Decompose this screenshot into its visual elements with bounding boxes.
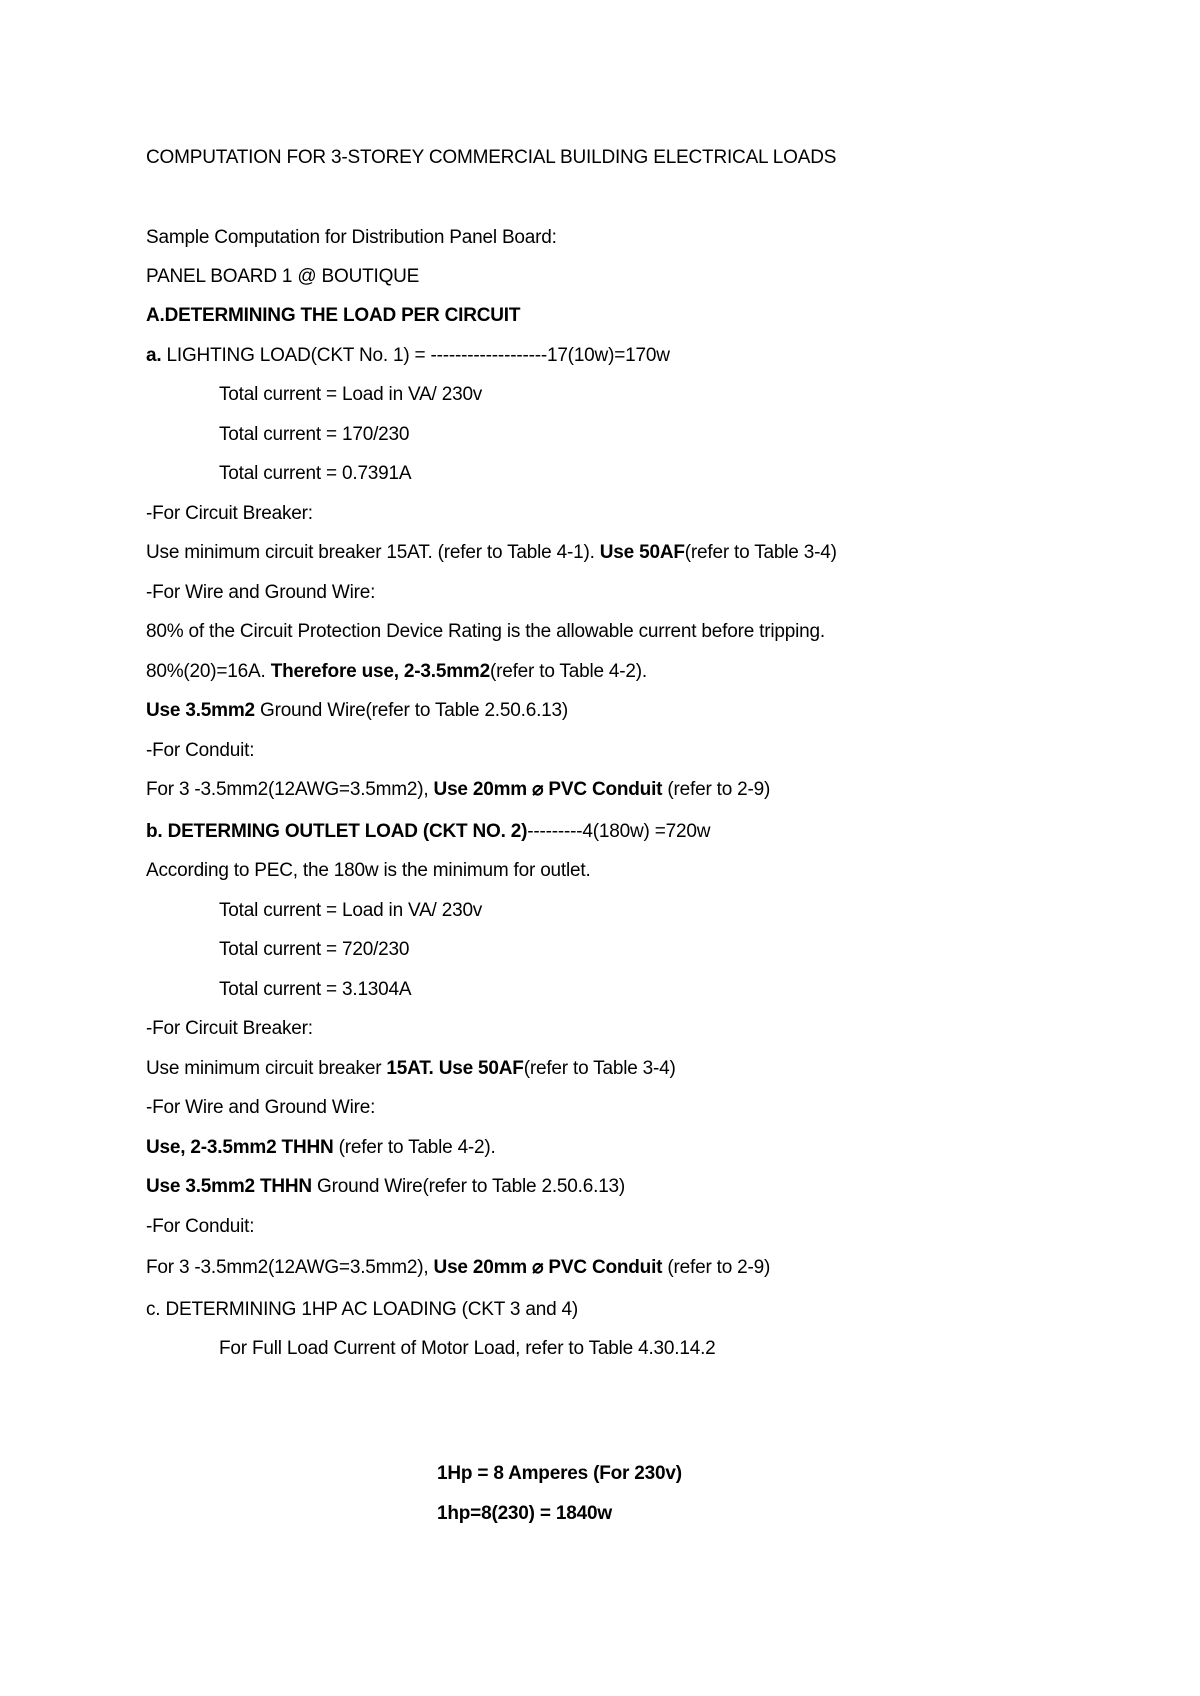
a-ground-tail: Ground Wire(refer to Table 2.50.6.13) bbox=[254, 700, 569, 721]
a-conduit-heading: -For Conduit: bbox=[146, 740, 255, 761]
document-title: COMPUTATION FOR 3-STOREY COMMERCIAL BUILDING ELECTRICAL LOADS bbox=[146, 147, 837, 168]
pec-note: According to PEC, the 180w is the minimum for outlet. bbox=[146, 860, 591, 881]
b-ground-bold: Use 3.5mm2 THHN bbox=[146, 1176, 312, 1197]
b-conduit-text: For 3 -3.5mm2(12AWG=3.5mm2), bbox=[146, 1257, 434, 1278]
a-conduit-line bbox=[146, 778, 770, 802]
b-cb-tail: (refer to Table 3-4) bbox=[523, 1058, 676, 1079]
outlet-load-tail: ---------4(180w) =720w bbox=[527, 821, 711, 842]
a-wire-tail: (refer to Table 4-2). bbox=[489, 661, 647, 682]
b-cb-heading: -For Circuit Breaker: bbox=[146, 1018, 313, 1039]
a-conduit-text: For 3 -3.5mm2(12AWG=3.5mm2), bbox=[146, 779, 434, 800]
section-a-text: A.DETERMINING THE LOAD PER CIRCUIT bbox=[146, 305, 521, 326]
ac-loading-line: c. DETERMINING 1HP AC LOADING (CKT 3 and 4) bbox=[146, 1299, 579, 1320]
b-calc-1: Total current = Load in VA/ 230v bbox=[219, 900, 483, 921]
a-ground-bold: Use 3.5mm2 bbox=[146, 700, 255, 721]
a-wire-bold: Therefore use, 2-3.5mm2 bbox=[270, 661, 490, 682]
b-conduit-heading: -For Conduit: bbox=[146, 1216, 255, 1237]
a-ground-line bbox=[146, 699, 568, 723]
outlet-load-bold: b. DETERMING OUTLET LOAD (CKT NO. 2) bbox=[146, 821, 528, 842]
b-cb-line bbox=[146, 1057, 676, 1081]
b-conduit-tail: (refer to 2-9) bbox=[662, 1257, 771, 1278]
a-wire-text: 80%(20)=16A. bbox=[146, 661, 271, 682]
sample-heading: Sample Computation for Distribution Panel Board: bbox=[146, 227, 557, 248]
b-calc-3: Total current = 3.1304A bbox=[219, 979, 412, 1000]
motor-load-note: For Full Load Current of Motor Load, refer to Table 4.30.14.2 bbox=[219, 1338, 716, 1359]
b-conduit-bold: Use 20mm ⌀ PVC Conduit bbox=[433, 1257, 663, 1278]
b-cb-bold: 15AT. Use 50AF bbox=[386, 1058, 524, 1079]
a-cb-tail: (refer to Table 3-4) bbox=[684, 542, 837, 563]
a-calc-1: Total current = Load in VA/ 230v bbox=[219, 384, 483, 405]
a-calc-3: Total current = 0.7391A bbox=[219, 463, 412, 484]
section-a-heading bbox=[146, 304, 520, 328]
outlet-load-line bbox=[146, 820, 710, 844]
a-calc-2: Total current = 170/230 bbox=[219, 424, 410, 445]
lighting-load-line bbox=[146, 344, 670, 368]
b-cb-text: Use minimum circuit breaker bbox=[146, 1058, 387, 1079]
a-conduit-tail: (refer to 2-9) bbox=[662, 779, 771, 800]
b-wire-heading: -For Wire and Ground Wire: bbox=[146, 1097, 376, 1118]
b-conduit-line bbox=[146, 1256, 770, 1280]
a-wire-heading: -For Wire and Ground Wire: bbox=[146, 582, 376, 603]
b-wire-bold: Use, 2-3.5mm2 THHN bbox=[146, 1137, 334, 1158]
a-cb-bold: Use 50AF bbox=[599, 542, 685, 563]
panel-heading: PANEL BOARD 1 @ BOUTIQUE bbox=[146, 266, 420, 287]
a-cb-text: Use minimum circuit breaker 15AT. (refer to Table 4-1). bbox=[146, 542, 600, 563]
b-ground-tail: Ground Wire(refer to Table 2.50.6.13) bbox=[311, 1176, 626, 1197]
hp-watts-line bbox=[437, 1502, 612, 1526]
b-wire-line bbox=[146, 1136, 496, 1160]
lighting-load-text: LIGHTING LOAD(CKT No. 1) = -------------------17(10w)=170w bbox=[161, 345, 670, 366]
a-wire-line-2 bbox=[146, 660, 647, 684]
b-ground-line bbox=[146, 1175, 625, 1199]
a-cb-line bbox=[146, 541, 837, 565]
b-wire-tail: (refer to Table 4-2). bbox=[333, 1137, 496, 1158]
item-a-prefix: a. bbox=[146, 345, 162, 366]
a-cb-heading: -For Circuit Breaker: bbox=[146, 503, 313, 524]
hp-watts-text: 1hp=8(230) = 1840w bbox=[437, 1503, 612, 1524]
a-conduit-bold: Use 20mm ⌀ PVC Conduit bbox=[433, 779, 663, 800]
hp-amperes-line bbox=[437, 1462, 682, 1486]
a-wire-line-1: 80% of the Circuit Protection Device Rating is the allowable current before tripping. bbox=[146, 621, 825, 642]
b-calc-2: Total current = 720/230 bbox=[219, 939, 410, 960]
hp-amperes-text: 1Hp = 8 Amperes (For 230v) bbox=[437, 1463, 682, 1484]
